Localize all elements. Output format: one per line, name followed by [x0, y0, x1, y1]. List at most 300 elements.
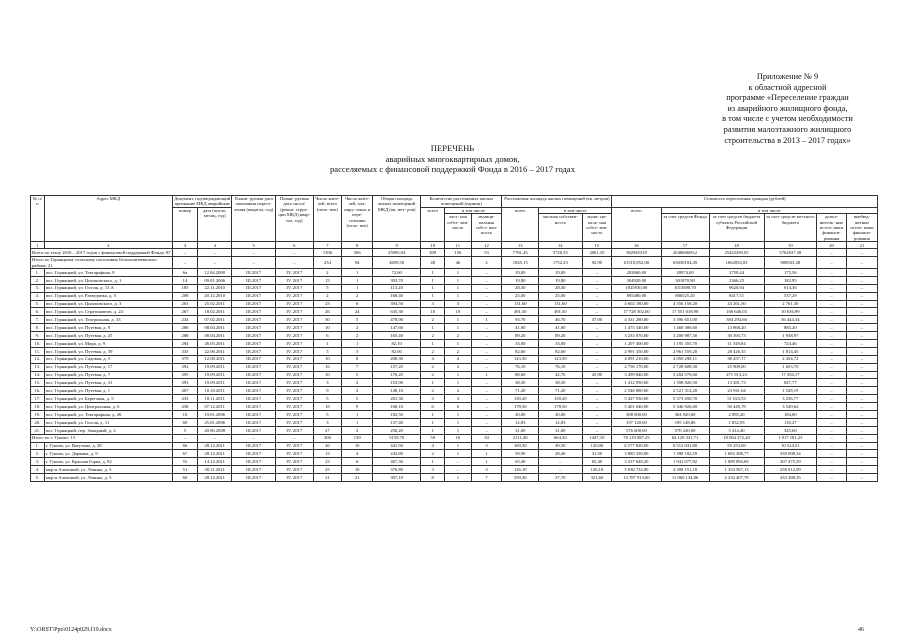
table-cell: 50 449,78 [709, 403, 764, 411]
table-cell: 28.12.2011 [198, 442, 232, 450]
table-cell: 76,10 [502, 363, 539, 371]
table-cell: – [582, 363, 612, 371]
row-number: 2. [31, 276, 45, 284]
row-address: пос. Горняцкий, ул. Тектарафная, 9 [44, 268, 172, 276]
table-cell: – [817, 466, 847, 474]
row-address: пос. Горняцкий, ул. Путевая, д. 39 [44, 347, 172, 355]
row-number: 1. [31, 268, 45, 276]
table-cell: IV. 2017 [275, 387, 313, 395]
table-cell: – [471, 292, 502, 300]
table-row [31, 324, 878, 332]
row-address: пос. Горняцкий, ул. Стратонавтов, д. 24 [44, 308, 172, 316]
table-cell: 1 [342, 418, 373, 426]
row-address: пос. Горняцкий, ул. Гоголя, д. 13 А [44, 284, 172, 292]
table-cell: 169,50 [502, 442, 539, 450]
table-cell: – [817, 249, 847, 257]
table-cell: – [846, 347, 877, 355]
table-cell: IV. 2017 [275, 426, 313, 434]
row-address: мкр-н Алмазный, ул. Ленина, д. 3 [44, 466, 172, 474]
table-cell: 7781,45 [502, 249, 539, 257]
table-cell: 301870,80 [661, 276, 709, 284]
table-cell: 10 [313, 324, 342, 332]
column-number: 6 [275, 242, 313, 249]
table-cell: 153,90 [373, 379, 421, 387]
table-cell: – [582, 268, 612, 276]
column-number: 17 [661, 242, 709, 249]
table-cell: 120,00 [582, 442, 612, 450]
table-cell: – [817, 332, 847, 340]
table-cell: 18 [313, 403, 342, 411]
table-cell: 10 [313, 355, 342, 363]
table-cell: 2 761,30 [764, 300, 817, 308]
table-cell: 10 [313, 371, 342, 379]
table-cell: – [817, 355, 847, 363]
table-cell: 3 [421, 395, 445, 403]
table-cell: 1 [445, 450, 471, 458]
table-cell: 2 546 880,00 [612, 387, 661, 395]
table-cell: 59,90 [502, 450, 539, 458]
table-row [31, 474, 878, 482]
table-cell: 1 398 820,50 [661, 379, 709, 387]
table-cell: 2 [445, 387, 471, 395]
table-cell: 4 [421, 442, 445, 450]
subtotal-row [31, 249, 878, 257]
table-cell: – [817, 316, 847, 324]
table-cell: 491,50 [539, 308, 582, 316]
column-number: 14 [539, 242, 582, 249]
table-cell: 43 261,50 [709, 300, 764, 308]
table-cell: 4 308 151,18 [661, 466, 709, 474]
table-cell: 2 [421, 371, 445, 379]
table-cell: 506 [342, 249, 373, 257]
table-cell: 3 [445, 395, 471, 403]
table-row [31, 316, 878, 324]
table-cell: – [471, 339, 502, 347]
table-cell: 76 119 087,25 [612, 434, 661, 442]
row-number: 4. [31, 466, 45, 474]
table-cell: 67 [172, 450, 197, 458]
table-cell: – [275, 249, 313, 257]
table-row [31, 379, 878, 387]
table-cell: – [471, 300, 502, 308]
table-cell: – [582, 426, 612, 434]
table-cell: – [232, 249, 275, 257]
table-cell: – [817, 292, 847, 300]
table-cell: 1 [445, 418, 471, 426]
table-cell: 258 012,99 [764, 466, 817, 474]
column-number: 16 [612, 242, 661, 249]
appendix-line: из аварийного жилищного фонда, [727, 103, 848, 113]
table-cell: 392 [172, 363, 197, 371]
table-cell: 1013690,70 [661, 284, 709, 292]
table-cell: 118,27 [764, 418, 817, 426]
table-cell: 25 [313, 466, 342, 474]
table-cell: 34 [471, 434, 502, 442]
table-cell: 49,50 [539, 442, 582, 450]
table-cell: 25.02.2011 [198, 300, 232, 308]
table-cell: 282660,00 [612, 268, 661, 276]
table-cell: 5762637,38 [764, 249, 817, 257]
table-cell: 3 [445, 300, 471, 308]
table-cell: 18.02.2011 [198, 308, 232, 316]
table-cell: – [817, 418, 847, 426]
row-number: 9. [31, 332, 45, 340]
column-number: 18 [709, 242, 764, 249]
table-cell: 33,00 [539, 339, 582, 347]
header-cost-extrabudget: внебюд- жетные источ- ники финанси- рования [846, 214, 877, 242]
table-cell: 157,20 [373, 363, 421, 371]
table-cell: 6 [421, 403, 445, 411]
table-cell: 4659,50 [373, 257, 421, 269]
table-cell: 28,30 [539, 284, 582, 292]
table-cell: – [846, 458, 877, 466]
table-cell: 30 393,73 [709, 332, 764, 340]
table-cell: IV. 2017 [275, 308, 313, 316]
table-cell: 94 [342, 257, 373, 269]
table-cell: 12,83 [502, 418, 539, 426]
table-cell: 2 [421, 332, 445, 340]
table-cell: 1 [471, 450, 502, 458]
table-cell: 1 [445, 292, 471, 300]
table-cell: 82,60 [502, 347, 539, 355]
appendix-line: строительства в 2013 – 2017 годах» [724, 135, 851, 145]
table-cell: 72,60 [373, 268, 421, 276]
table-cell: 330 098,34 [764, 450, 817, 458]
table-cell: 17 356,17 [764, 371, 817, 379]
table-cell: IV. 2017 [275, 450, 313, 458]
table-cell: 242,80 [373, 450, 421, 458]
header-rooms-incl: в том числе [445, 207, 502, 213]
table-cell: – [817, 347, 847, 355]
table-cell: 13 281,73 [709, 379, 764, 387]
table-cell: 2 [342, 292, 373, 300]
table-cell: 3 [471, 442, 502, 450]
table-cell: 12.04.2000 [198, 268, 232, 276]
table-cell: 19.09.2011 [198, 371, 232, 379]
table-cell: 195 148,80 [661, 418, 709, 426]
table-cell: 207 475,59 [764, 458, 817, 466]
table-cell: 126,10 [502, 466, 539, 474]
column-number: 11 [445, 242, 471, 249]
table-cell: 2 [342, 426, 373, 434]
table-row [31, 268, 878, 276]
table-cell: 08.04.2011 [198, 324, 232, 332]
table-cell: 36 444,34 [764, 316, 817, 324]
table-cell: – [582, 403, 612, 411]
table-cell: – [582, 387, 612, 395]
table-cell: 7 [471, 474, 502, 482]
table-cell: 895480,00 [612, 292, 661, 300]
table-cell: 07.12.2011 [198, 403, 232, 411]
table-cell: – [817, 339, 847, 347]
table-cell: 5 346 926,60 [661, 403, 709, 411]
row-address: пос. Горняцкий, ул. Разведчика, д. 5 [44, 292, 172, 300]
document-heading [230, 143, 675, 175]
table-cell: 304 920,00 [661, 410, 709, 418]
table-cell: 441,50 [373, 442, 421, 450]
table-cell: IV. 2017 [275, 300, 313, 308]
table-cell: 4 091 210,00 [612, 355, 661, 363]
table-cell: 123,50 [502, 355, 539, 363]
table-cell: 182,50 [373, 410, 421, 418]
table-cell: – [582, 355, 612, 363]
table-cell: IV. 2017 [275, 458, 313, 466]
row-number: 3. [31, 458, 45, 466]
table-row [31, 442, 878, 450]
table-cell: 51 023,53 [709, 395, 764, 403]
table-cell: 885,20 [764, 324, 817, 332]
table-cell: III.2017 [232, 379, 275, 387]
table-row [31, 395, 878, 403]
table-cell: 30.11.2011 [198, 466, 232, 474]
table-cell: IV. 2017 [275, 371, 313, 379]
table-cell: 25.01.2006 [198, 418, 232, 426]
table-cell: – [846, 257, 877, 269]
table-cell: IV. 2017 [275, 284, 313, 292]
header-rooms-count: Количество расселяемых жилых помещений (единиц) [421, 196, 502, 208]
table-cell: 433 [172, 395, 197, 403]
table-cell: 1 412 950,00 [612, 379, 661, 387]
table-cell: 5 [313, 395, 342, 403]
table-cell: III.2017 [232, 426, 275, 434]
appendix-line: Приложение № 9 [756, 72, 819, 81]
table-cell: 1 [342, 268, 373, 276]
table-cell: IV. 2017 [275, 268, 313, 276]
column-number: 7 [313, 242, 342, 249]
table-cell: – [198, 249, 232, 257]
table-cell: 5 [313, 347, 342, 355]
table-cell: 2 [445, 363, 471, 371]
table-cell: – [846, 308, 877, 316]
table-cell: 51 [172, 466, 197, 474]
table-cell: 131,60 [539, 300, 582, 308]
table-cell: III.2017 [232, 300, 275, 308]
table-row [31, 410, 878, 418]
table-cell: 10 [445, 308, 471, 316]
row-address: г. Гуково, ул. Ватутина, д. 28 [44, 442, 172, 450]
table-header [31, 196, 878, 242]
table-cell: III.2017 [232, 371, 275, 379]
table-cell: 3 233 070,00 [612, 332, 661, 340]
row-address: пос. Горняцкий, ул. Циолковского, д. 3 [44, 300, 172, 308]
table-cell: 271 913,23 [709, 371, 764, 379]
table-cell: 82,10 [373, 339, 421, 347]
appendix-line: программе «Переселение граждан [726, 93, 849, 103]
table-cell: 20.06.2008 [198, 426, 232, 434]
table-cell: 10 064 272,20 [709, 434, 764, 442]
table-cell: 1 460 386,60 [661, 324, 709, 332]
table-cell: 12.08.2011 [198, 355, 232, 363]
table-cell: 1 917 181,25 [764, 434, 817, 442]
table-cell: 537,29 [764, 292, 817, 300]
table-cell: 2 [421, 316, 445, 324]
table-cell: 1 [421, 418, 445, 426]
table-cell: 19,00 [502, 268, 539, 276]
table-cell: 126,10 [582, 466, 612, 474]
table-cell: 379 [172, 355, 197, 363]
table-cell: – [582, 292, 612, 300]
table-cell: 5 [342, 395, 373, 403]
table-cell: 2 [342, 387, 373, 395]
table-cell: 3 [313, 418, 342, 426]
table-cell: 137,40 [373, 418, 421, 426]
table-cell: 11 349,84 [709, 339, 764, 347]
table-cell: 82,00 [373, 347, 421, 355]
table-cell: III.2017 [232, 363, 275, 371]
table-cell: III.2017 [232, 466, 275, 474]
table-cell: – [817, 410, 847, 418]
table-cell: 1 814,45 [764, 347, 817, 355]
table-cell: 63030104,49 [661, 257, 709, 269]
row-address: пос. Горняцкий, ул. Путевая, д. 9 [44, 324, 172, 332]
table-cell: – [817, 379, 847, 387]
row-number: 6. [31, 308, 45, 316]
table-cell: 165,40 [373, 332, 421, 340]
row-number: 4. [31, 292, 45, 300]
table-cell: 26 [313, 442, 342, 450]
table-cell: 1 [421, 292, 445, 300]
heading-line: расселяемых с финансовой поддержкой Фонда в 2016 – 2017 годах [329, 164, 576, 174]
table-cell: 25,00 [539, 292, 582, 300]
table-cell: 1 653,70 [764, 363, 817, 371]
footer-page-number: 46 [858, 627, 864, 633]
table-cell: 5159,70 [373, 434, 421, 442]
table-cell: 1 [445, 426, 471, 434]
table-cell: 147,60 [373, 324, 421, 332]
row-number: 18. [31, 403, 45, 411]
header-area-total: всего [502, 207, 539, 241]
row-address: пос. Горняцкий, ул. Гоголя, д. 11 [44, 418, 172, 426]
table-cell: 1 528,19 [764, 387, 817, 395]
table-cell: 10 636,99 [764, 308, 817, 316]
table-cell: 2 756 170,00 [612, 363, 661, 371]
table-cell: 184,80 [764, 410, 817, 418]
table-row [31, 426, 878, 434]
table-cell: 808033,48 [764, 257, 817, 269]
row-number: 5. [31, 300, 45, 308]
table-cell: 5 030 732,00 [612, 466, 661, 474]
table-cell: – [275, 434, 313, 442]
table-cell: 6 512 041,80 [661, 442, 709, 450]
table-cell: 3 [313, 379, 342, 387]
column-number: 1 [31, 242, 45, 249]
table-cell: 140,10 [373, 387, 421, 395]
row-address: пос. Горняцкий, ул. Береговая, д. 5 [44, 395, 172, 403]
table-cell: 570 240,00 [661, 426, 709, 434]
table-cell: 4 602 180,00 [612, 300, 661, 308]
table-cell: 6 577 820,00 [612, 442, 661, 450]
table-cell: 208,30 [373, 355, 421, 363]
table-cell: III.2017 [232, 395, 275, 403]
table-cell: 614,36 [764, 284, 817, 292]
table-cell: – [817, 442, 847, 450]
row-address: г. Гуково, ул. Красная Горка, д. 92 [44, 458, 172, 466]
table-cell: – [471, 324, 502, 332]
table-cell: 185 [172, 284, 197, 292]
table-cell: 20.12.2010 [198, 292, 232, 300]
table-cell: 209 [421, 249, 445, 257]
table-cell: 82,60 [539, 347, 582, 355]
table-cell: III.2017 [232, 292, 275, 300]
table-cell: – [846, 332, 877, 340]
table-cell: – [582, 324, 612, 332]
table-cell: – [582, 379, 612, 387]
table-cell: 182,95 [764, 276, 817, 284]
table-cell: 10 524,51 [764, 442, 817, 450]
table-cell: – [582, 339, 612, 347]
table-cell: 2 [342, 324, 373, 332]
column-number: 8 [342, 242, 373, 249]
table-cell: 46 [445, 257, 471, 269]
table-cell: – [471, 308, 502, 316]
table-row [31, 339, 878, 347]
column-number: 20 [817, 242, 847, 249]
table-cell: – [846, 434, 877, 442]
table-cell: – [846, 418, 877, 426]
table-cell: – [817, 324, 847, 332]
table-cell: 41,00 [502, 324, 539, 332]
header-resettled-area: Расселяемая площадь жилых помещений (кв. метров) [502, 196, 612, 208]
header-residents-planned: Число жите- лей, пла- ниру- емых к пере- селению (чело- век) [342, 196, 373, 242]
table-cell: 166 646,03 [709, 308, 764, 316]
table-cell: – [445, 458, 471, 466]
table-cell: – [846, 292, 877, 300]
table-cell: 1 [445, 442, 471, 450]
table-cell: 7 [342, 363, 373, 371]
table-cell: 17 728 302,00 [612, 308, 661, 316]
table-cell: 71,20 [539, 387, 582, 395]
table-cell: 2750,44 [709, 268, 764, 276]
table-cell: 131,60 [502, 300, 539, 308]
table-cell: – [817, 257, 847, 269]
table-cell: 139 [342, 434, 373, 442]
table-cell: – [471, 355, 502, 363]
table-cell: 19.09.2011 [198, 363, 232, 371]
table-cell: 1 [445, 339, 471, 347]
table-cell: – [198, 257, 232, 269]
table-cell: 2061,10 [582, 249, 612, 257]
table-cell: 13 868,20 [709, 324, 764, 332]
table-cell: 47,00 [582, 316, 612, 324]
table-cell: 123,50 [539, 355, 582, 363]
table-cell: 12,83 [539, 418, 582, 426]
table-cell: 1752,23 [539, 257, 582, 269]
header-area-incl: в том числе [539, 207, 612, 213]
table-cell: III.2017 [232, 268, 275, 276]
subtotal-row [31, 257, 878, 269]
table-cell: 393 [172, 379, 197, 387]
table-row [31, 458, 878, 466]
table-cell: 5 427 930,00 [612, 395, 661, 403]
column-number: 15 [582, 242, 612, 249]
header-doc-number: номер [172, 207, 197, 241]
table-cell: 175,56 [764, 268, 817, 276]
row-address: пос. Горняцкий, ул. Садовая, д. 5 [44, 355, 172, 363]
table-cell: 1 [445, 284, 471, 292]
table-cell: 345,60 [764, 426, 817, 434]
table-cell: 8 [421, 474, 445, 482]
table-cell: III.2017 [232, 308, 275, 316]
table-cell: 64 129 331,71 [661, 434, 709, 442]
table-cell: 1 [445, 316, 471, 324]
table-cell: 4 [421, 355, 445, 363]
header-residents: Число жите- лей, всего (чело- век) [313, 196, 342, 242]
table-cell: 1 [421, 284, 445, 292]
table-cell: 23 941,64 [709, 387, 764, 395]
table-cell: 42,70 [539, 371, 582, 379]
table-cell: – [471, 276, 502, 284]
table-cell: 397,10 [373, 474, 421, 482]
